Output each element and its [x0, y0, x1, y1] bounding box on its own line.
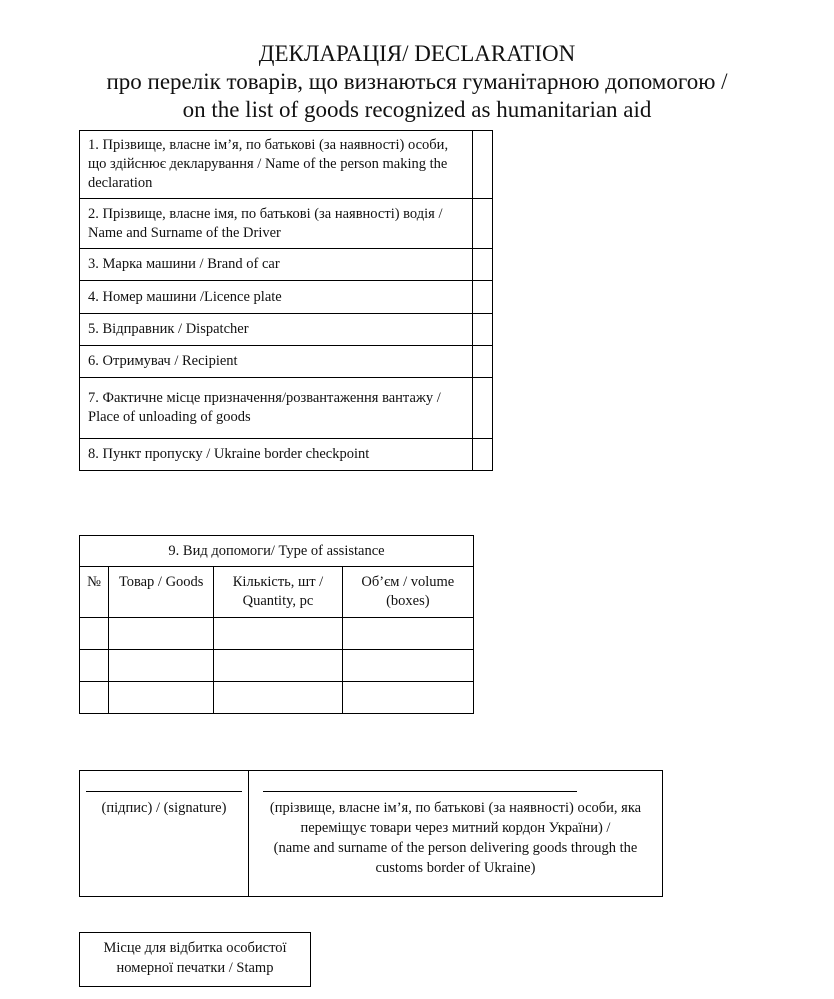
assistance-caption: 9. Вид допомоги/ Type of assistance	[80, 536, 474, 567]
field-row-licence-plate	[80, 281, 493, 314]
cell-goods[interactable]	[109, 650, 214, 682]
field-label-dispatcher: 5. Відправник / Dispatcher	[80, 314, 473, 346]
name-line	[263, 791, 577, 792]
declaration-fields-table	[79, 130, 493, 471]
stamp-label: Місце для відбитка особистої номерної печатки / Stamp	[103, 940, 287, 976]
name-label-ua: (прізвище, власне ім’я, по батькові (за наявності) особи, яка переміщує товари через митний кордон України) /	[269, 800, 642, 836]
assistance-header-row	[80, 567, 474, 618]
cell-volume[interactable]	[342, 682, 473, 714]
cell-volume[interactable]	[342, 650, 473, 682]
field-value-person[interactable]	[472, 131, 492, 199]
cell-quantity[interactable]	[214, 650, 342, 682]
field-value-licence-plate[interactable]	[472, 281, 492, 314]
field-label-car-brand: 3. Марка машини / Brand of car	[80, 249, 473, 281]
cell-number[interactable]	[80, 618, 109, 650]
field-label-person: 1. Прізвище, власне ім’я, по батькові (за наявності) особи, що здійснює декларування / Name of the person making the declaration	[80, 131, 473, 199]
field-value-car-brand[interactable]	[472, 249, 492, 281]
table-row	[80, 618, 474, 650]
signature-line	[86, 791, 242, 792]
field-row-person	[80, 131, 493, 199]
field-label-unloading-place: 7. Фактичне місце призначення/розвантаження вантажу / Place of unloading of goods	[80, 378, 473, 439]
signature-cell[interactable]	[80, 771, 249, 897]
field-row-car-brand	[80, 249, 493, 281]
cell-volume[interactable]	[342, 618, 473, 650]
field-label-recipient: 6. Отримувач / Recipient	[80, 346, 473, 378]
document-title: ДЕКЛАРАЦІЯ/ DECLARATION	[258, 41, 576, 66]
field-label-licence-plate: 4. Номер машини /Licence plate	[80, 281, 473, 314]
name-label-en: (name and surname of the person delivering goods through the customs border of Ukraine)	[273, 840, 638, 876]
field-row-checkpoint	[80, 439, 493, 471]
field-value-dispatcher[interactable]	[472, 314, 492, 346]
column-header-goods: Товар / Goods	[109, 567, 214, 618]
name-cell[interactable]	[248, 771, 662, 897]
assistance-table	[79, 535, 474, 714]
field-label-driver: 2. Прізвище, власне імя, по батькові (за наявності) водія / Name and Surname of the Driver	[80, 199, 473, 249]
cell-quantity[interactable]	[214, 682, 342, 714]
field-label-checkpoint: 8. Пункт пропуску / Ukraine border checkpoint	[80, 439, 473, 471]
signature-row	[80, 771, 663, 897]
field-row-dispatcher	[80, 314, 493, 346]
field-value-driver[interactable]	[472, 199, 492, 249]
signature-table	[79, 770, 663, 897]
field-row-unloading-place	[80, 378, 493, 439]
document-subtitle-ua: про перелік товарів, що визнаються гуманітарною допомогою /	[106, 69, 728, 94]
field-value-recipient[interactable]	[472, 346, 492, 378]
document-subtitle-en: on the list of goods recognized as humanitarian aid	[182, 97, 652, 122]
field-row-driver	[80, 199, 493, 249]
document-header	[0, 40, 834, 124]
cell-goods[interactable]	[109, 682, 214, 714]
column-header-volume: Об’єм / volume (boxes)	[342, 567, 473, 618]
assistance-caption-row	[80, 536, 474, 567]
cell-number[interactable]	[80, 650, 109, 682]
field-value-unloading-place[interactable]	[472, 378, 492, 439]
column-header-quantity: Кількість, шт / Quantity, pc	[214, 567, 342, 618]
cell-quantity[interactable]	[214, 618, 342, 650]
cell-goods[interactable]	[109, 618, 214, 650]
column-header-number: №	[80, 567, 109, 618]
table-row	[80, 682, 474, 714]
stamp-box	[79, 932, 311, 987]
signature-label: (підпис) / (signature)	[101, 800, 227, 816]
cell-number[interactable]	[80, 682, 109, 714]
table-row	[80, 650, 474, 682]
field-value-checkpoint[interactable]	[472, 439, 492, 471]
field-row-recipient	[80, 346, 493, 378]
